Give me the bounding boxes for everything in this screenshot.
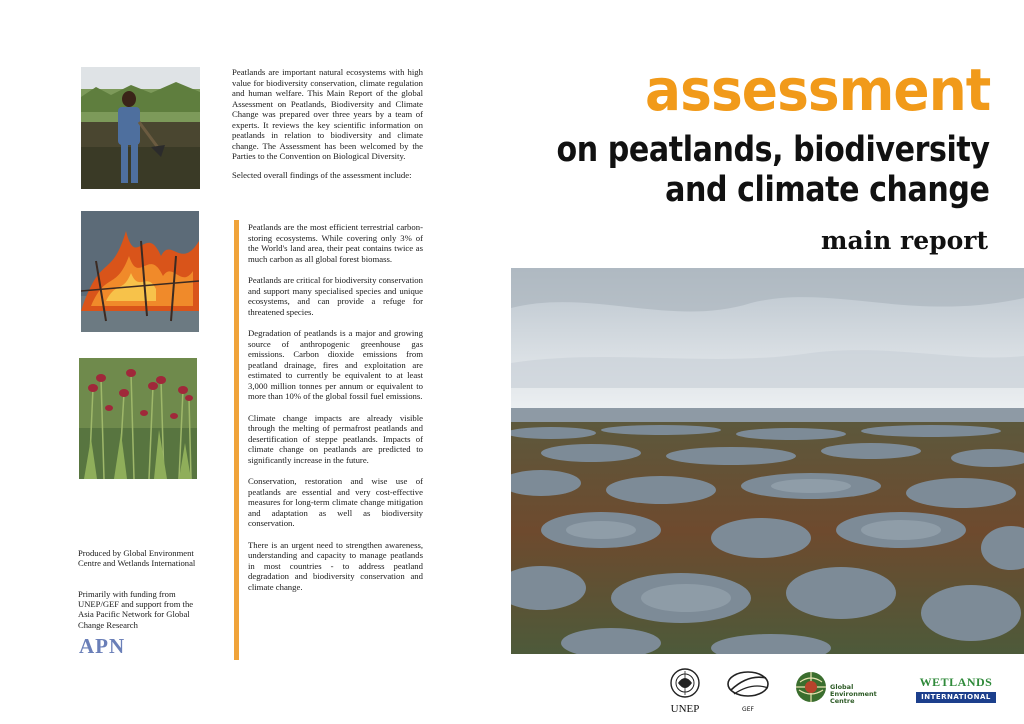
unep-emblem-icon — [668, 667, 702, 699]
gef-logo-text: GEF — [742, 706, 754, 713]
produced-by-credit: Produced by Global Environment Centre and Wetlands International — [78, 548, 196, 569]
finding-item: Degradation of peatlands is a major and growing source of anthropogenic greenhouse gas emissions. Carbon dioxide emissions from peatland drainage, fires and exploitation are estimated to currently be equivalent to at least 3,000 million tonnes per annum or equivalent to more than 10% of the global fossil fuel emissions. — [248, 328, 423, 401]
photo-man-in-swamp — [81, 67, 200, 189]
findings-accent-bar — [234, 220, 239, 660]
finding-item: Peatlands are critical for biodiversity conservation and support many specialised species and unique ecosystems, and can provide a refuge for threatened species. — [248, 275, 423, 317]
gec-logo-text: Global Environment Centre — [830, 683, 877, 705]
funding-credit: Primarily with funding from UNEP/GEF and support from the Asia Pacific Network for Global Change Research — [78, 589, 194, 630]
findings-lead: Selected overall findings of the assessment include: — [232, 169, 412, 180]
intro-text — [232, 67, 423, 188]
title-main-report: main report — [821, 226, 988, 255]
apn-logo-text: APN — [79, 634, 126, 658]
title-subject-line1: on peatlands, biodiversity — [556, 130, 990, 170]
title-subject-line2: and climate change — [665, 170, 990, 210]
aerial-peatland-photo — [511, 268, 1024, 654]
findings-list — [248, 222, 423, 603]
finding-item: Conservation, restoration and wise use of peatlands are essential and very cost-effective measures for long-term climate change mitigation and adaptation as well as biodiversity conservation. — [248, 476, 423, 528]
title-assessment: assessment — [644, 56, 990, 124]
intro-paragraph: Peatlands are important natural ecosystems with high value for biodiversity conservation, climate regulation and human welfare. This Main Report of the global Assessment on Peatlands, Biodiversity and Climate Change was prepared over three years by a team of experts. It reviews the key scientific information on peatlands in relation to biodiversity and climate change. The Assessment has been welcomed by the Parties to the Convention on Biological Diversity. — [232, 67, 423, 161]
unep-logo-text: UNEP — [670, 703, 700, 715]
gec-logo — [794, 670, 894, 710]
gef-logo — [726, 668, 770, 712]
title-subject — [557, 130, 990, 210]
gec-globe-icon — [794, 670, 828, 704]
photo-pitcher-plants — [79, 358, 197, 479]
gef-globe-icon — [726, 668, 770, 702]
finding-item: Climate change impacts are already visible through the melting of permafrost peatlands and desertification of steppe peatlands. Impacts of climate change on peatlands are predicted to significantly increase in the future. — [248, 412, 423, 465]
finding-item: There is an urgent need to strengthen awareness, understanding and capacity to manage peatlands in most countries - to address peatland degradation and biodiversity conservation and climate change. — [248, 539, 423, 592]
photo-peat-fire — [81, 211, 199, 332]
unep-logo — [663, 667, 707, 715]
wetlands-international-logo — [916, 676, 996, 708]
apn-logo — [79, 634, 125, 659]
international-logo-text: INTERNATIONAL — [916, 692, 996, 703]
finding-item: Peatlands are the most efficient terrestrial carbon-storing ecosystems. While covering only 3% of the World's land area, their peat contains twice as much carbon as all global forest biomass. — [248, 222, 423, 264]
wetlands-logo-text: WETLANDS — [919, 675, 993, 689]
